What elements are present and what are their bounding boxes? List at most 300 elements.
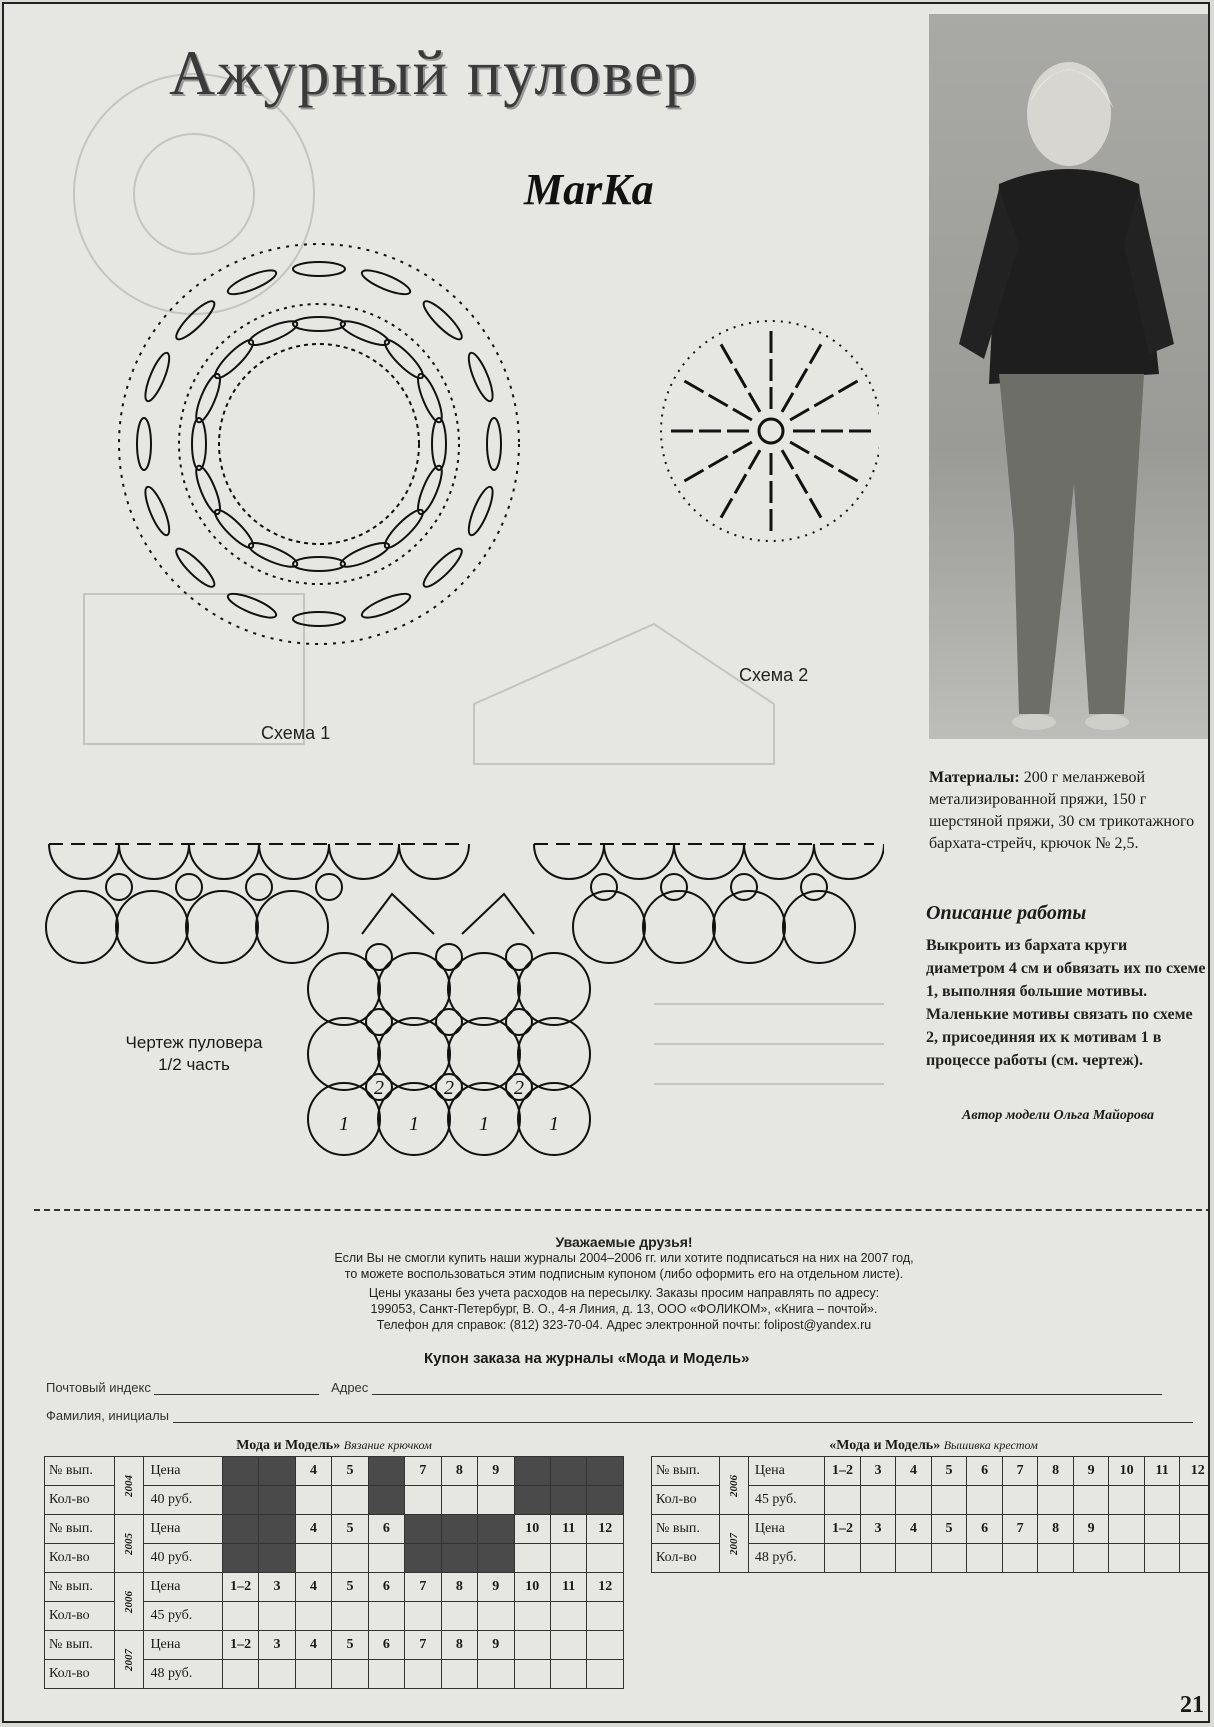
issue-number-cell: 3	[860, 1515, 896, 1544]
quantity-input-cell[interactable]	[550, 1660, 586, 1689]
petal-mark	[338, 538, 391, 571]
address-field[interactable]	[372, 1379, 1162, 1395]
motif-circle	[366, 944, 392, 970]
quantity-input-cell	[441, 1544, 477, 1573]
qty-label: Кол-во	[652, 1544, 720, 1573]
issue-number-cell: 9	[1073, 1515, 1109, 1544]
quantity-input-cell[interactable]	[967, 1486, 1003, 1515]
article-title: Ажурный пуловер	[169, 37, 699, 108]
motif-circle	[801, 874, 827, 900]
quantity-input-cell[interactable]	[478, 1660, 514, 1689]
quantity-input-cell[interactable]	[295, 1602, 331, 1631]
issue-number-cell	[587, 1631, 624, 1660]
issue-number-cell: 7	[1002, 1515, 1038, 1544]
quantity-input-cell[interactable]	[1038, 1486, 1074, 1515]
quantity-input-cell[interactable]	[295, 1660, 331, 1689]
postal-index-field[interactable]	[154, 1379, 319, 1395]
quantity-input-cell[interactable]	[931, 1544, 967, 1573]
quantity-input-cell	[478, 1544, 514, 1573]
quantity-input-cell[interactable]	[1144, 1486, 1180, 1515]
motif-arc	[744, 844, 814, 879]
price-value: 45 руб.	[144, 1602, 222, 1631]
petal-mark	[419, 297, 466, 344]
issue-label: № вып.	[45, 1515, 115, 1544]
petal-mark	[464, 484, 497, 537]
cut-line	[34, 1209, 1210, 1211]
petal-mark	[464, 350, 497, 403]
price-word: Цена	[144, 1457, 222, 1486]
scheme-2-diagram	[619, 289, 879, 579]
quantity-input-cell[interactable]	[825, 1544, 861, 1573]
quantity-input-cell[interactable]	[514, 1544, 550, 1573]
stitch-mark	[839, 470, 858, 481]
quantity-input-cell[interactable]	[332, 1486, 368, 1515]
petal-mark	[293, 557, 345, 571]
petal-mark	[381, 336, 428, 383]
quantity-input-cell[interactable]	[896, 1486, 932, 1515]
materials-block	[929, 767, 1209, 855]
quantity-input-cell[interactable]	[931, 1486, 967, 1515]
stitch-mark	[733, 409, 752, 420]
stitch-mark	[810, 344, 821, 363]
quantity-input-cell[interactable]	[514, 1660, 550, 1689]
price-value: 48 руб.	[748, 1544, 824, 1573]
petal-mark	[419, 544, 466, 591]
motif-arc	[674, 844, 744, 879]
issue-number-cell: 4	[295, 1573, 331, 1602]
quantity-input-cell[interactable]	[587, 1544, 624, 1573]
petal-mark	[338, 317, 391, 350]
quantity-input-cell[interactable]	[1002, 1486, 1038, 1515]
name-label: Фамилия, инициалы	[46, 1408, 169, 1423]
quantity-input-cell[interactable]	[332, 1660, 368, 1689]
stitch-mark	[839, 381, 858, 392]
quantity-input-cell[interactable]	[860, 1486, 896, 1515]
motif-circle	[643, 891, 715, 963]
issue-number-cell: 5	[332, 1457, 368, 1486]
quantity-input-cell[interactable]	[332, 1602, 368, 1631]
quantity-input-cell	[259, 1544, 295, 1573]
motif-circle	[256, 891, 328, 963]
issue-row	[652, 1515, 1211, 1544]
quantity-input-cell[interactable]	[587, 1602, 624, 1631]
motif-number: 1	[549, 1113, 559, 1135]
issue-number-cell: 1–2	[825, 1515, 861, 1544]
motif-circle	[436, 1009, 462, 1035]
materials-label: Материалы:	[929, 769, 1020, 786]
quantity-input-cell[interactable]	[514, 1602, 550, 1631]
issue-number-cell	[1180, 1515, 1210, 1544]
petal-mark	[192, 418, 206, 470]
address-label: Адрес	[331, 1380, 369, 1395]
issue-row	[45, 1515, 624, 1544]
notice-line: то можете воспользоваться этим подписным купоном (либо оформить его на отдельном листе).	[344, 1267, 904, 1281]
motif-circle	[783, 891, 855, 963]
year-text: 2007	[123, 1648, 136, 1671]
issue-number-cell: 1–2	[222, 1573, 258, 1602]
stitch-mark	[735, 474, 746, 493]
issue-label: № вып.	[45, 1457, 115, 1486]
quantity-input-cell[interactable]	[1109, 1486, 1145, 1515]
stitch-mark	[709, 456, 728, 467]
quantity-input-cell[interactable]	[1038, 1544, 1074, 1573]
issue-number-cell	[259, 1515, 295, 1544]
motif-arc	[189, 844, 259, 879]
postal-label: Почтовый индекс	[46, 1380, 151, 1395]
issue-number-cell: 12	[1180, 1457, 1210, 1486]
quantity-input-cell[interactable]	[405, 1486, 441, 1515]
quantity-input-cell[interactable]	[222, 1660, 258, 1689]
stitch-mark	[810, 499, 821, 518]
author-credit: Автор модели Ольга Майорова	[962, 1108, 1155, 1123]
price-value: 40 руб.	[144, 1486, 222, 1515]
qty-label: Кол-во	[45, 1602, 115, 1631]
notice-line: Цены указаны без учета расходов на пересылку. Заказы просим направлять по адресу:	[368, 1286, 880, 1300]
petal-mark	[192, 463, 225, 516]
stitch-mark	[721, 499, 732, 518]
motif-circle	[506, 944, 532, 970]
issue-number-cell: 1–2	[825, 1457, 861, 1486]
petal-mark	[359, 266, 412, 299]
issue-number-cell: 4	[896, 1515, 932, 1544]
stitch-mark	[796, 474, 807, 493]
qty-label: Кол-во	[45, 1660, 115, 1689]
issue-number-cell: 9	[478, 1631, 514, 1660]
issue-number-cell: 6	[368, 1631, 404, 1660]
quantity-input-cell[interactable]	[1073, 1544, 1109, 1573]
petal-mark	[359, 589, 412, 622]
year-text: 2005	[123, 1532, 136, 1555]
quantity-input-cell[interactable]	[967, 1544, 1003, 1573]
petal-mark	[293, 612, 345, 626]
petal-mark	[432, 418, 446, 470]
price-word: Цена	[144, 1573, 222, 1602]
issue-number-cell	[1109, 1515, 1145, 1544]
stitch-mark	[782, 393, 793, 412]
magazine-page	[2, 2, 1210, 1723]
year-label	[719, 1457, 748, 1515]
quantity-input-cell	[587, 1486, 624, 1515]
motif-circle	[116, 891, 188, 963]
quantity-input-cell	[405, 1544, 441, 1573]
issue-number-cell: 6	[368, 1515, 404, 1544]
issue-number-cell	[222, 1457, 258, 1486]
motif-arc	[329, 844, 399, 879]
quantity-input-cell[interactable]	[1180, 1486, 1210, 1515]
scheme-1-diagram	[84, 199, 544, 679]
issue-row	[45, 1457, 624, 1486]
issue-number-cell	[550, 1457, 586, 1486]
stitch-mark	[684, 470, 703, 481]
coupon-title: Купон заказа на журналы «Мода и Модель»	[424, 1350, 750, 1367]
stitch-mark	[733, 442, 752, 453]
petal-mark	[293, 317, 345, 331]
quantity-input-cell[interactable]	[295, 1486, 331, 1515]
petal-mark	[381, 506, 428, 553]
scheme-1-label: Схема 1	[261, 723, 331, 743]
issue-number-cell: 10	[514, 1515, 550, 1544]
stitch-mark	[735, 369, 746, 388]
motif-circle	[176, 874, 202, 900]
stitch-mark	[749, 450, 760, 469]
petal-mark	[225, 266, 278, 299]
quantity-input-cell[interactable]	[1002, 1544, 1038, 1573]
issue-number-cell	[259, 1457, 295, 1486]
quantity-input-cell[interactable]	[222, 1602, 258, 1631]
issue-number-cell: 4	[896, 1457, 932, 1486]
issue-number-cell: 11	[1144, 1457, 1180, 1486]
quantity-input-cell	[222, 1544, 258, 1573]
quantity-input-cell[interactable]	[368, 1660, 404, 1689]
stitch-mark	[790, 409, 809, 420]
neckline-edge	[362, 894, 534, 934]
issue-number-cell	[514, 1457, 550, 1486]
issue-number-cell: 5	[931, 1515, 967, 1544]
petal-mark	[172, 544, 219, 591]
pullover-chart	[44, 839, 884, 1169]
issue-number-cell: 10	[1109, 1457, 1145, 1486]
notice-block	[244, 1234, 1004, 1333]
price-value: 45 руб.	[748, 1486, 824, 1515]
motif-number: 2	[374, 1077, 384, 1099]
year-label	[114, 1631, 144, 1689]
issue-number-cell	[478, 1515, 514, 1544]
issue-number-cell	[514, 1631, 550, 1660]
issue-number-cell: 4	[295, 1515, 331, 1544]
motif-number: 2	[444, 1077, 454, 1099]
quantity-input-cell	[222, 1486, 258, 1515]
petal-mark	[141, 350, 174, 403]
quantity-input-cell[interactable]	[478, 1486, 514, 1515]
quantity-input-cell	[550, 1486, 586, 1515]
motif-circle	[731, 874, 757, 900]
name-field[interactable]	[173, 1407, 1193, 1423]
quantity-input-cell[interactable]	[860, 1544, 896, 1573]
quantity-input-cell	[259, 1486, 295, 1515]
petal-mark	[192, 371, 225, 424]
issue-number-cell	[441, 1515, 477, 1544]
quantity-input-cell[interactable]	[441, 1660, 477, 1689]
quantity-input-cell[interactable]	[368, 1602, 404, 1631]
price-word: Цена	[748, 1515, 824, 1544]
issue-label: № вып.	[652, 1515, 720, 1544]
stitch-mark	[721, 344, 732, 363]
quantity-input-cell[interactable]	[368, 1544, 404, 1573]
embroidery-table-caption	[651, 1436, 1210, 1456]
motif-circle	[366, 1009, 392, 1035]
issue-number-cell: 3	[860, 1457, 896, 1486]
motif-number: 2	[514, 1077, 524, 1099]
stitch-mark	[782, 450, 793, 469]
embroidery-table-subtitle: Вышивка крестом	[943, 1438, 1038, 1452]
issue-number-cell: 8	[1038, 1515, 1074, 1544]
quantity-input-cell[interactable]	[1073, 1486, 1109, 1515]
issue-number-cell: 11	[550, 1573, 586, 1602]
stitch-mark	[749, 393, 760, 412]
issue-number-cell: 6	[967, 1457, 1003, 1486]
quantity-input-cell[interactable]	[1109, 1544, 1145, 1573]
petal-mark	[137, 418, 151, 470]
issue-number-cell: 5	[332, 1631, 368, 1660]
name-form-row	[46, 1407, 1193, 1423]
quantity-input-cell[interactable]	[550, 1544, 586, 1573]
issue-number-cell: 12	[587, 1573, 624, 1602]
motif-arc	[814, 844, 884, 879]
year-label	[719, 1515, 748, 1573]
stitch-mark	[814, 456, 833, 467]
issue-number-cell: 7	[405, 1573, 441, 1602]
issue-number-cell: 8	[441, 1573, 477, 1602]
issue-number-cell: 8	[1038, 1457, 1074, 1486]
notice-line: Если Вы не смогли купить наши журналы 2004–2006 гг. или хотите подписаться на них на 2007 год,	[334, 1251, 914, 1265]
crochet-table-caption	[44, 1436, 624, 1456]
petal-mark	[172, 297, 219, 344]
crochet-table-title: Мода и Модель»	[236, 1438, 341, 1453]
motif-number: 1	[479, 1113, 489, 1135]
motif-circle	[573, 891, 645, 963]
issue-number-cell: 5	[332, 1515, 368, 1544]
issue-number-cell: 9	[1073, 1457, 1109, 1486]
drawing-label-line1: Чертеж пуловера	[125, 1033, 263, 1052]
petal-mark	[487, 418, 501, 470]
petal-mark	[293, 262, 345, 276]
motif-circle	[186, 891, 258, 963]
quantity-input-cell[interactable]	[1144, 1544, 1180, 1573]
issue-label: № вып.	[45, 1631, 115, 1660]
quantity-input-cell[interactable]	[587, 1660, 624, 1689]
issue-row	[652, 1457, 1211, 1486]
motif-circle	[246, 874, 272, 900]
issue-number-cell: 3	[259, 1573, 295, 1602]
issue-number-cell: 1–2	[222, 1631, 258, 1660]
issue-number-cell	[368, 1457, 404, 1486]
issue-number-cell: 7	[1002, 1457, 1038, 1486]
issue-number-cell: 5	[931, 1457, 967, 1486]
quantity-input-cell[interactable]	[405, 1602, 441, 1631]
issue-number-cell: 6	[368, 1573, 404, 1602]
year-text: 2004	[123, 1474, 136, 1497]
stitch-mark	[684, 381, 703, 392]
embroidery-table-title: «Мода и Модель»	[829, 1438, 941, 1453]
price-word: Цена	[144, 1515, 222, 1544]
quantity-input-cell[interactable]	[259, 1660, 295, 1689]
motif-arc	[604, 844, 674, 879]
quantity-input-cell[interactable]	[405, 1660, 441, 1689]
issue-row	[45, 1631, 624, 1660]
issue-number-cell	[1144, 1515, 1180, 1544]
quantity-input-cell[interactable]	[896, 1544, 932, 1573]
year-label	[114, 1573, 144, 1631]
quantity-input-cell[interactable]	[478, 1602, 514, 1631]
motif-arc	[259, 844, 329, 879]
motif-number: 1	[409, 1113, 419, 1135]
scheme-2-label: Схема 2	[739, 665, 809, 685]
motif-number: 1	[339, 1113, 349, 1135]
materials-text: 200 г меланжевой метализированной пряжи, 150 г шерстяной пряжи, 30 см трикотажного бархата-стрейч, крючок № 2,5.	[929, 769, 1195, 852]
description-title: Описание работы	[926, 902, 1087, 924]
issue-number-cell	[550, 1631, 586, 1660]
quantity-input-cell[interactable]	[1180, 1544, 1210, 1573]
issue-number-cell: 11	[550, 1515, 586, 1544]
quantity-input-cell[interactable]	[441, 1486, 477, 1515]
issue-number-cell: 6	[967, 1515, 1003, 1544]
crochet-table-subtitle: Вязание крючком	[343, 1438, 432, 1452]
year-label	[114, 1457, 144, 1515]
petal-mark	[211, 336, 258, 383]
quantity-input-cell[interactable]	[295, 1544, 331, 1573]
stitch-mark	[790, 442, 809, 453]
stitch-mark	[796, 369, 807, 388]
quantity-input-cell[interactable]	[259, 1602, 295, 1631]
issue-row	[45, 1573, 624, 1602]
postal-form-row	[46, 1379, 1162, 1395]
issue-number-cell: 5	[332, 1573, 368, 1602]
petal-mark	[246, 538, 299, 571]
model-photo	[929, 14, 1210, 739]
motif-arc	[534, 844, 604, 879]
motif-arc	[119, 844, 189, 879]
issue-number-cell	[405, 1515, 441, 1544]
watermark: MarKa	[524, 165, 654, 214]
petal-mark	[225, 589, 278, 622]
pullover-drawing-label	[114, 1032, 274, 1076]
issue-number-cell: 7	[405, 1631, 441, 1660]
page-number: 21	[1180, 1692, 1204, 1718]
issue-number-cell: 7	[405, 1457, 441, 1486]
motif-circle	[506, 1009, 532, 1035]
year-label	[114, 1515, 144, 1573]
stitch-mark	[709, 395, 728, 406]
quantity-input-cell[interactable]	[825, 1486, 861, 1515]
motif-circle	[661, 874, 687, 900]
notice-line: Телефон для справок: (812) 323-70-04. Адрес электронной почты: folipost@yandex.ru	[376, 1318, 872, 1332]
motif-circle	[106, 874, 132, 900]
issue-number-cell: 9	[478, 1457, 514, 1486]
quantity-input-cell[interactable]	[441, 1602, 477, 1631]
petal-mark	[413, 371, 446, 424]
petal-mark	[141, 484, 174, 537]
quantity-input-cell[interactable]	[332, 1544, 368, 1573]
petal-mark	[246, 317, 299, 350]
issue-number-cell: 9	[478, 1573, 514, 1602]
petal-mark	[413, 463, 446, 516]
order-table-embroidery	[651, 1436, 1210, 1573]
motif-circle	[591, 874, 617, 900]
motif-circle	[46, 891, 118, 963]
year-text: 2007	[727, 1532, 740, 1555]
drawing-label-line2: 1/2 часть	[158, 1055, 230, 1074]
qty-label: Кол-во	[45, 1486, 115, 1515]
quantity-input-cell[interactable]	[550, 1602, 586, 1631]
issue-number-cell: 8	[441, 1457, 477, 1486]
price-word: Цена	[144, 1631, 222, 1660]
motif-circle	[316, 874, 342, 900]
price-value: 40 руб.	[144, 1544, 222, 1573]
year-text: 2006	[727, 1474, 740, 1497]
order-table-crochet	[44, 1436, 624, 1689]
issue-number-cell: 3	[259, 1631, 295, 1660]
qty-label: Кол-во	[45, 1544, 115, 1573]
motif-circle	[436, 944, 462, 970]
issue-label: № вып.	[45, 1573, 115, 1602]
year-text: 2006	[123, 1590, 136, 1613]
quantity-input-cell	[368, 1486, 404, 1515]
issue-number-cell: 12	[587, 1515, 624, 1544]
description-text: Выкроить из бархата круги диаметром 4 см и обвязать их по схеме 1, выполняя большие мотивы. Маленькие мотивы связать по схеме 2, присоединяя их к мотивам 1 в процессе работы (см. чертеж).	[926, 937, 1206, 1069]
qty-label: Кол-во	[652, 1486, 720, 1515]
price-value: 48 руб.	[144, 1660, 222, 1689]
motif-arc	[49, 844, 119, 879]
